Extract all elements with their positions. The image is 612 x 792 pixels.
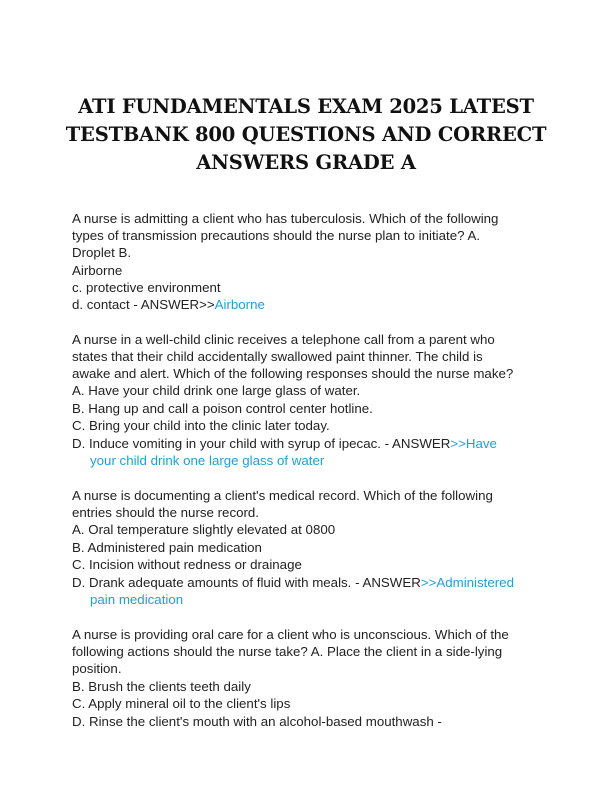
document-title [60, 93, 552, 177]
question-3-line: entries should the nurse record. [72, 505, 260, 520]
question-1-option: c. protective environment [72, 280, 221, 295]
question-3-option-b: B. Administered pain medication [72, 540, 262, 555]
question-4-option-d: D. Rinse the client's mouth with an alcohol-based mouthwash - [72, 714, 442, 729]
question-4-line: A nurse is providing oral care for a client who is unconscious. Which of the [72, 627, 509, 642]
answer-text: >>Administered [420, 575, 514, 590]
answer-text: >>Have [450, 436, 497, 451]
question-1-option: Airborne [72, 263, 123, 278]
question-2-line: A nurse in a well-child clinic receives a telephone call from a parent who [72, 332, 495, 347]
question-4-line: following actions should the nurse take? A. Place the client in a side-lying [72, 644, 503, 659]
title-line: ATI FUNDAMENTALS EXAM 2025 LATEST [78, 95, 534, 118]
option-text: D. Drank adequate amounts of fluid with meals. - ANSWER [72, 575, 421, 590]
question-3-option-c: C. Incision without redness or drainage [72, 557, 302, 572]
question-2-line: states that their child accidentally swallowed paint thinner. The child is [72, 349, 483, 364]
title-line: ANSWERS GRADE A [196, 151, 416, 174]
answer-continuation: your child drink one large glass of water [90, 453, 325, 468]
question-3-option-d [72, 574, 514, 591]
option-text: D. Induce vomiting in your child with syrup of ipecac. - ANSWER [72, 436, 451, 451]
answer-text: Airborne [214, 297, 265, 312]
question-2-option-d [72, 435, 497, 452]
question-4-option-b: B. Brush the clients teeth daily [72, 679, 251, 694]
question-1-line: Droplet B. [72, 245, 132, 260]
question-4-line: position. [72, 661, 122, 676]
answer-continuation: pain medication [90, 592, 184, 607]
question-2-option-c: C. Bring your child into the clinic later today. [72, 418, 330, 433]
title-line: TESTBANK 800 QUESTIONS AND CORRECT [65, 123, 547, 146]
question-1-line: A nurse is admitting a client who has tuberculosis. Which of the following [72, 211, 499, 226]
question-1-answer-line [72, 296, 265, 313]
question-2-option-b: B. Hang up and call a poison control center hotline. [72, 401, 373, 416]
question-3-line: A nurse is documenting a client's medical record. Which of the following [72, 488, 493, 503]
question-3-option-a: A. Oral temperature slightly elevated at 0800 [72, 522, 336, 537]
question-2-line: awake and alert. Which of the following responses should the nurse make? [72, 366, 514, 381]
question-4-option-c: C. Apply mineral oil to the client's lips [72, 696, 291, 711]
question-2-option-a: A. Have your child drink one large glass of water. [72, 383, 361, 398]
option-text: d. contact - ANSWER>> [72, 297, 215, 312]
question-1-line: types of transmission precautions should the nurse plan to initiate? A. [72, 228, 481, 243]
